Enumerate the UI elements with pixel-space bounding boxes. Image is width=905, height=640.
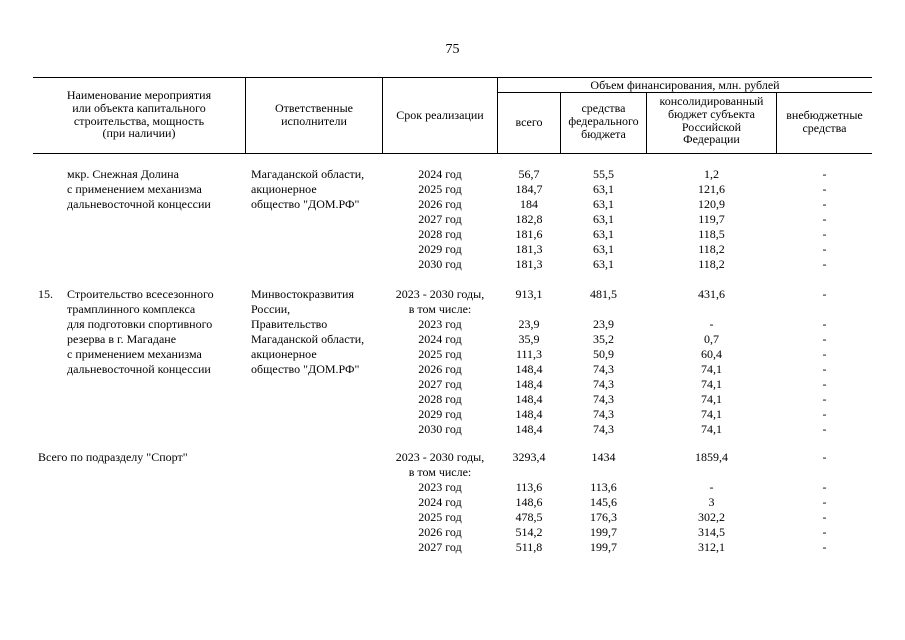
extrabudget-cell: - [822,510,827,524]
header-bottom-rule [33,153,872,154]
federal-cell: 63,1 [593,227,614,241]
federal-cell: 35,2 [593,332,614,346]
term-cell: 2023 год [418,480,462,494]
header-col-total: всего [515,115,543,129]
term-cell: 2030 год [418,257,462,271]
extrabudget-cell: - [822,167,827,181]
term-cell: 2024 год [418,495,462,509]
regional-cell: 118,5 [698,227,725,241]
federal-cell: 74,3 [593,422,614,436]
executor-line: акционерное [251,182,317,196]
extrabudget-cell: - [822,422,827,436]
extrabudget-cell: - [822,540,827,554]
term-cell: 2028 год [418,392,462,406]
extrabudget-cell: - [822,182,827,196]
regional-cell: 3 [708,495,715,509]
object-name-line: дальневосточной концессии [67,197,211,211]
total-cell: 181,6 [515,227,543,241]
extrabudget-cell: - [822,450,827,464]
total-cell: 148,4 [515,362,543,376]
total-cell: 913,1 [515,287,543,301]
header-col-extrabudget: внебюджетные средства [786,108,863,135]
federal-cell: 199,7 [590,540,617,554]
total-cell: 111,3 [515,347,543,361]
term-cell: 2023 - 2030 годы, [395,450,485,464]
total-cell: 148,6 [515,495,543,509]
extrabudget-cell: - [822,197,827,211]
extrabudget-cell: - [822,212,827,226]
executor-line: Магаданской области, [251,167,365,181]
federal-cell: 50,9 [593,347,614,361]
executor-line: Минвостокразвития [251,287,354,301]
federal-cell: 199,7 [590,525,617,539]
header-col-name: Наименование мероприятия или объекта капитального строительства, мощность (при наличии) [66,88,212,141]
total-cell: 184,7 [515,182,543,196]
term-cell: 2023 год [418,317,462,331]
regional-cell: 121,6 [698,182,725,196]
regional-cell: 431,6 [698,287,725,301]
object-name-line: с применением механизма [67,347,202,361]
term-cell: 2025 год [418,182,462,196]
object-name-line: трамплинного комплекса [67,302,196,316]
regional-cell: 314,5 [698,525,725,539]
federal-cell: 55,5 [593,167,614,181]
extrabudget-cell: - [822,525,827,539]
regional-cell: 74,1 [701,392,722,406]
object-name-line: Всего по подразделу "Спорт" [38,450,188,464]
executor-line: акционерное [251,347,317,361]
total-cell: 511,8 [515,540,543,554]
header-col-federal: средства федерального бюджета [568,101,639,141]
header-col-term: Срок реализации [396,108,484,122]
row-number: 15. [38,287,53,301]
federal-cell: 74,3 [593,407,614,421]
header-finance-group: Объем финансирования, млн. рублей [590,78,780,92]
object-name-line: с применением механизма [67,182,202,196]
total-cell: 113,6 [515,480,543,494]
extrabudget-cell: - [822,377,827,391]
object-name-line: мкр. Снежная Долина [67,167,179,181]
federal-cell: 63,1 [593,242,614,256]
term-cell: 2026 год [418,197,462,211]
term-cell: 2029 год [418,407,462,421]
header-col-regional: консолидированный бюджет субъекта Российской Федерации [659,94,764,147]
executor-line: общество "ДОМ.РФ" [251,197,360,211]
term-cell: 2024 год [418,332,462,346]
extrabudget-cell: - [822,227,827,241]
federal-cell: 23,9 [593,317,614,331]
object-name-line: резерва в г. Магадане [67,332,177,346]
regional-cell: 60,4 [701,347,722,361]
total-cell: 181,3 [515,257,543,271]
extrabudget-cell: - [822,407,827,421]
term-cell: 2029 год [418,242,462,256]
federal-cell: 63,1 [593,182,614,196]
executor-line: России, [251,302,291,316]
object-name-line: дальневосточной концессии [67,362,211,376]
federal-cell: 113,6 [590,480,617,494]
total-cell: 181,3 [515,242,543,256]
regional-cell: 120,9 [698,197,725,211]
federal-cell: 74,3 [593,362,614,376]
federal-cell: 145,6 [590,495,617,509]
regional-cell: 74,1 [701,422,722,436]
federal-cell: 176,3 [590,510,617,524]
finance-group-rule [497,92,872,93]
total-cell: 478,5 [515,510,543,524]
federal-cell: 1434 [591,450,616,464]
regional-cell: 1,2 [704,167,719,181]
extrabudget-cell: - [822,287,827,301]
total-cell: 148,4 [515,377,543,391]
term-cell: 2026 год [418,362,462,376]
regional-cell: - [709,480,714,494]
federal-cell: 63,1 [593,197,614,211]
regional-cell: 1859,4 [695,450,728,464]
total-cell: 56,7 [518,167,540,181]
extrabudget-cell: - [822,392,827,406]
term-cell: 2026 год [418,525,462,539]
regional-cell: - [709,317,714,331]
object-name-line: для подготовки спортивного [67,317,213,331]
executor-line: общество "ДОМ.РФ" [251,362,360,376]
term-cell: 2030 год [418,422,462,436]
regional-cell: 312,1 [698,540,725,554]
federal-cell: 74,3 [593,392,614,406]
term-cell: 2025 год [418,347,462,361]
federal-cell: 481,5 [590,287,617,301]
total-cell: 148,4 [515,392,543,406]
extrabudget-cell: - [822,347,827,361]
extrabudget-cell: - [822,257,827,271]
extrabudget-cell: - [822,332,827,346]
total-cell: 23,9 [518,317,540,331]
header-col-executors: Ответственные исполнители [275,101,353,128]
term-cell: в том числе: [408,465,472,479]
total-cell: 514,2 [515,525,543,539]
extrabudget-cell: - [822,362,827,376]
term-cell: 2024 год [418,167,462,181]
extrabudget-cell: - [822,242,827,256]
total-cell: 3293,4 [512,450,546,464]
regional-cell: 118,2 [698,242,725,256]
federal-cell: 63,1 [593,257,614,271]
total-cell: 35,9 [518,332,540,346]
term-cell: 2025 год [418,510,462,524]
total-cell: 182,8 [515,212,543,226]
regional-cell: 74,1 [701,377,722,391]
regional-cell: 119,7 [698,212,725,226]
total-cell: 148,4 [515,422,543,436]
regional-cell: 74,1 [701,362,722,376]
executor-line: Правительство [251,317,328,331]
regional-cell: 74,1 [701,407,722,421]
extrabudget-cell: - [822,317,827,331]
term-cell: 2027 год [418,212,462,226]
term-cell: 2023 - 2030 годы, [395,287,485,301]
federal-cell: 74,3 [593,377,614,391]
term-cell: в том числе: [408,302,472,316]
executor-line: Магаданской области, [251,332,365,346]
term-cell: 2028 год [418,227,462,241]
extrabudget-cell: - [822,480,827,494]
object-name-line: Строительство всесезонного [67,287,214,301]
total-cell: 184 [520,197,538,211]
extrabudget-cell: - [822,495,827,509]
regional-cell: 118,2 [698,257,725,271]
regional-cell: 0,7 [704,332,719,346]
page-number: 75 [445,42,460,57]
term-cell: 2027 год [418,377,462,391]
total-cell: 148,4 [515,407,543,421]
federal-cell: 63,1 [593,212,614,226]
regional-cell: 302,2 [698,510,725,524]
term-cell: 2027 год [418,540,462,554]
